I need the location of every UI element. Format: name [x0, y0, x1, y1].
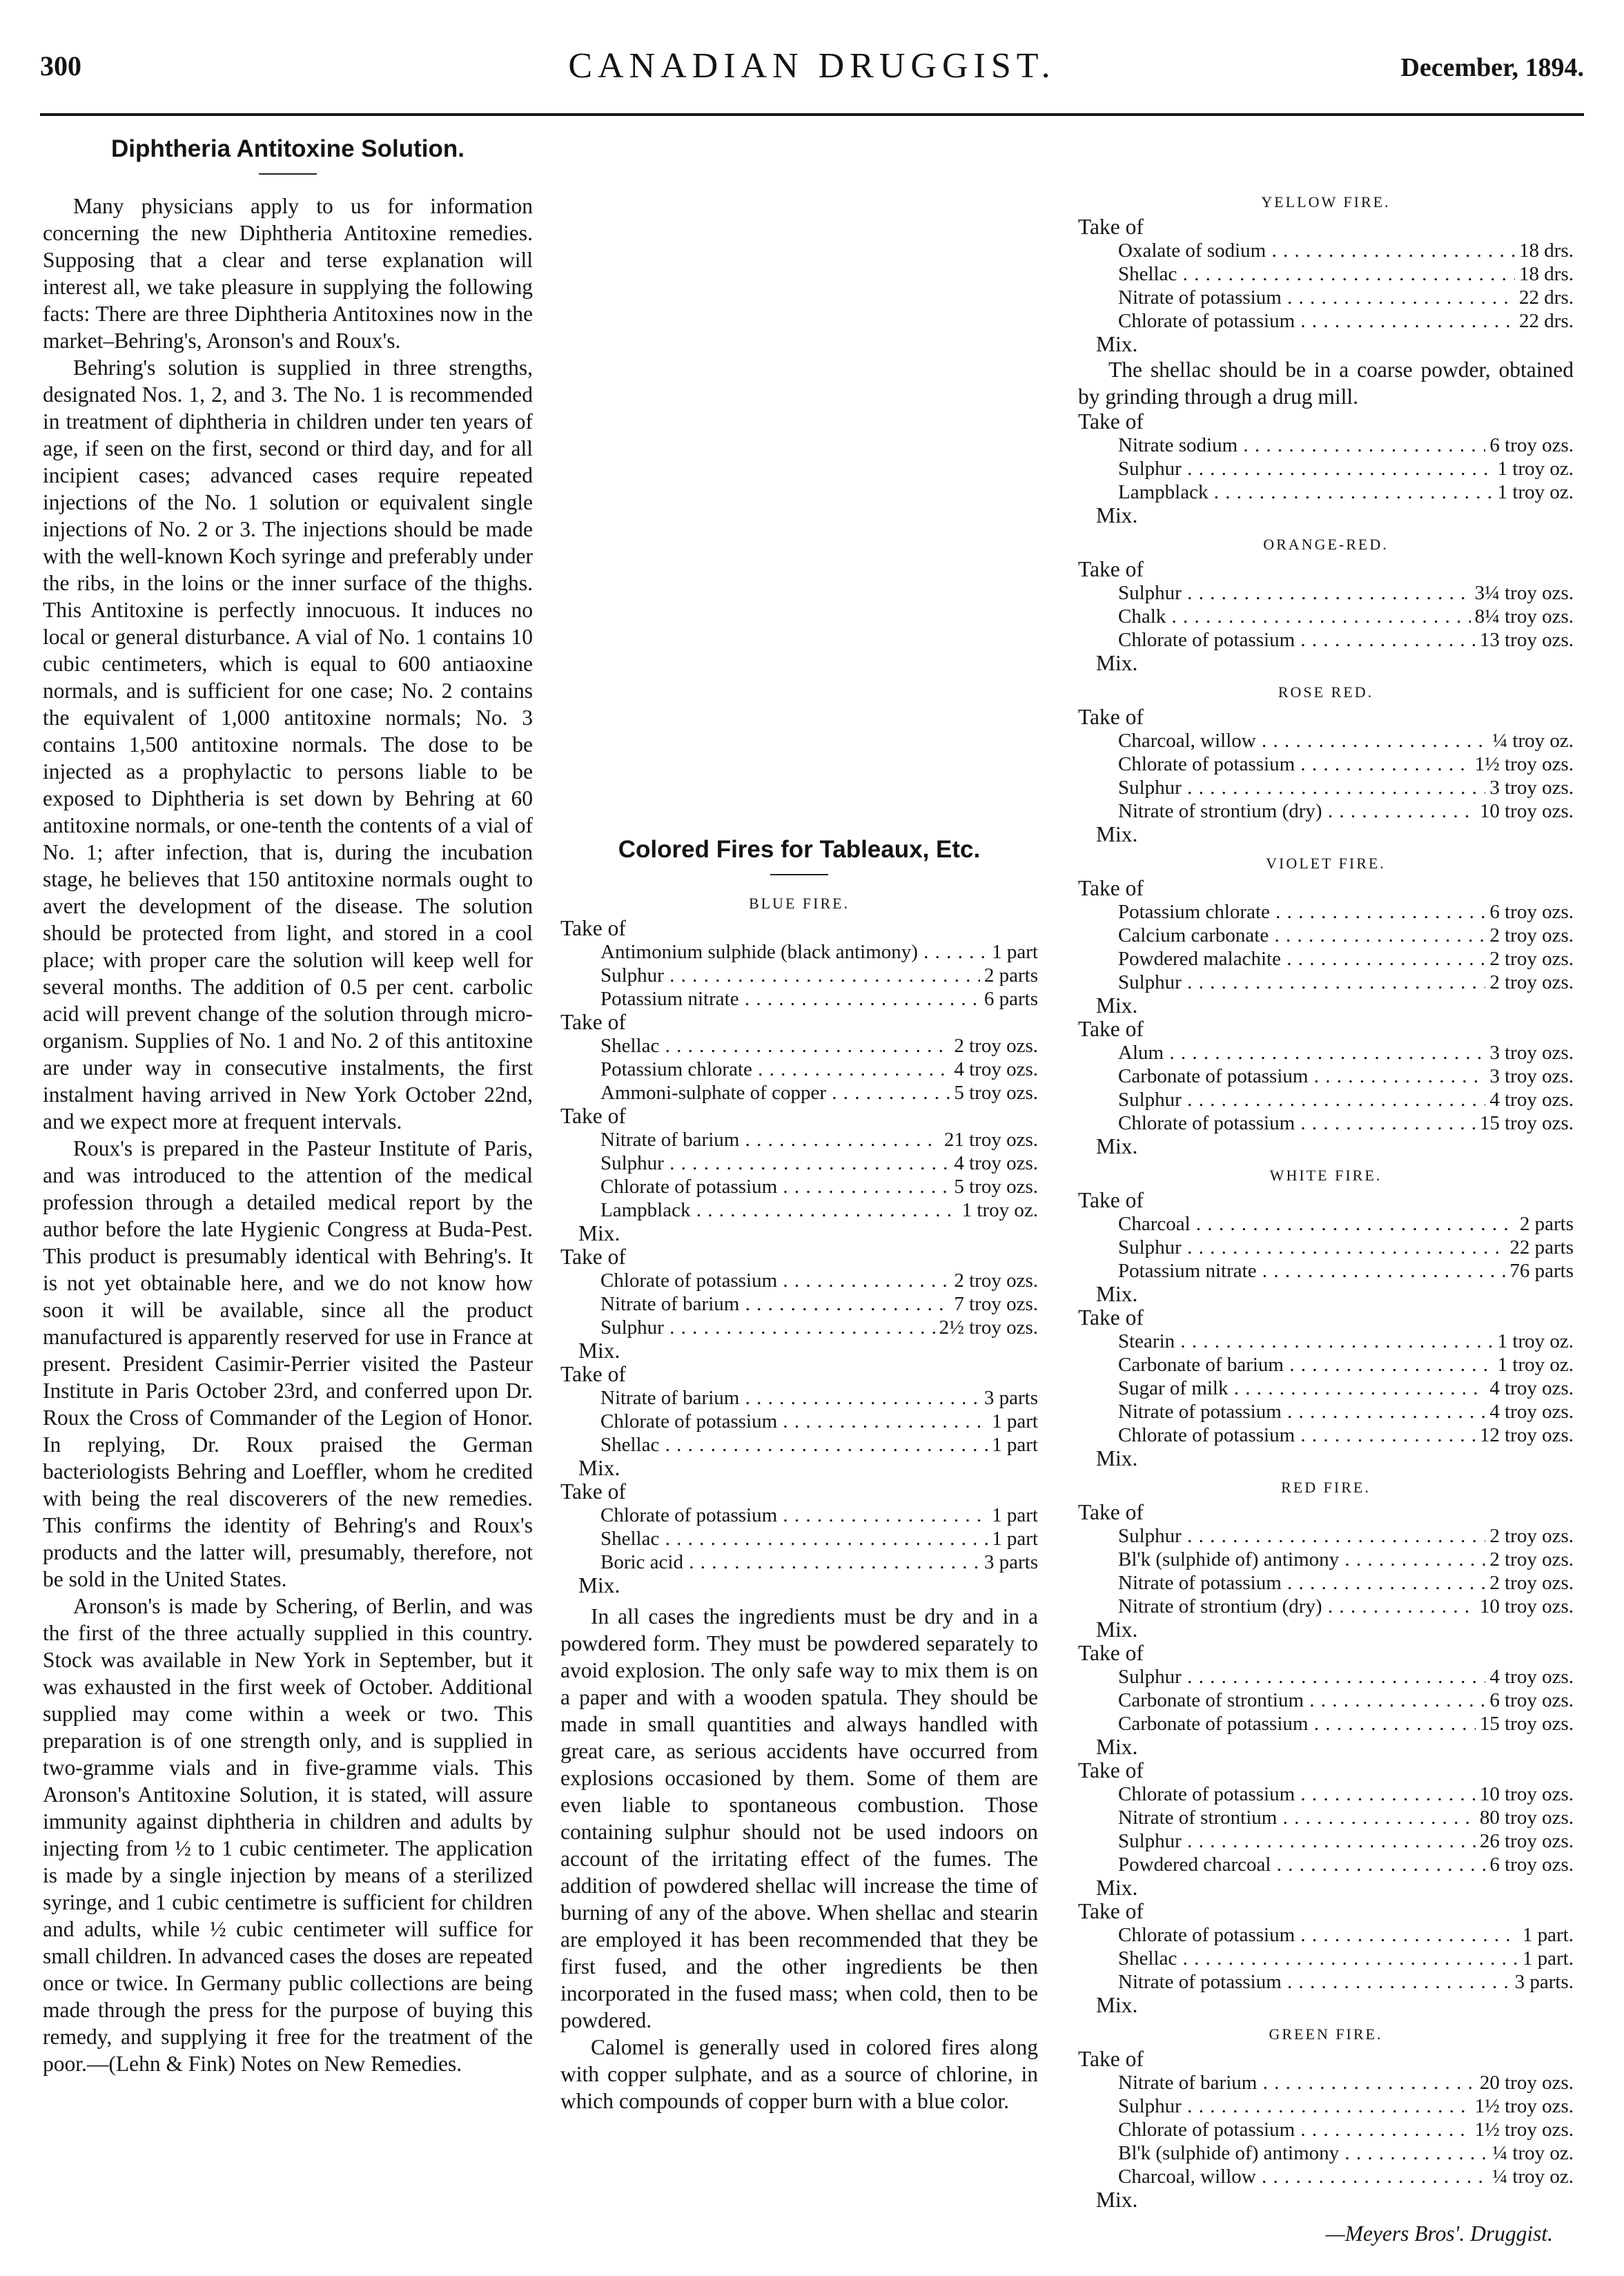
ingredient-row	[1118, 2071, 1574, 2094]
take-of-label: Take of	[1078, 215, 1144, 239]
continued-text-spacer	[560, 131, 1038, 832]
mix-label: Mix.	[1096, 1282, 1138, 1306]
ingredient-name: Chlorate of potassium . . .	[1118, 752, 1471, 776]
heading-rule	[770, 874, 828, 875]
ingredient-quantity: 1½ troy ozs.	[1474, 2095, 1574, 2117]
ingredient-quantity: 6 parts	[984, 988, 1038, 1010]
violet-fire-title: VIOLET FIRE.	[1266, 855, 1386, 872]
ingredient-row	[1118, 1923, 1574, 1947]
ingredient-name: Stearin . . .	[1118, 1330, 1494, 1353]
ingredient-name: Sugar of milk . . .	[1118, 1377, 1485, 1400]
ingredient-row	[600, 940, 1038, 964]
ingredient-quantity: 3 parts.	[1514, 1971, 1574, 1993]
ingredient-name: Nitrate of barium . . .	[600, 1292, 950, 1316]
ingredient-row	[1118, 1353, 1574, 1377]
ingredient-name: Nitrate of potassium . . .	[1118, 1400, 1485, 1423]
ingredient-name: Nitrate of potassium . . .	[1118, 1571, 1485, 1595]
mix-label: Mix.	[578, 1573, 620, 1597]
take-of-label: Take of	[1078, 1899, 1144, 1923]
ingredient-name: Shellac . . .	[600, 1034, 950, 1058]
green-fire-title: GREEN FIRE.	[1269, 2025, 1383, 2043]
take-of-label: Take of	[560, 916, 626, 940]
ingredient-quantity: 76 parts	[1509, 1260, 1574, 1282]
ingredient-quantity: 6 troy ozs.	[1489, 901, 1574, 923]
ingredient-row	[1118, 480, 1574, 504]
ingredient-row	[1118, 2094, 1574, 2118]
ingredient-row	[600, 1034, 1038, 1058]
take-of-label: Take of	[560, 1479, 626, 1504]
diphtheria-paragraph: Roux's is prepared in the Pasteur Institute of Paris, and was introduced to the attention of the medical profession through a detailed medical report by the author before the late Hygienic Congress at Buda-Pest. This product is presumably identical with Behring's. It is not yet obtainable here, and we do not know how soon it will be available, since all the product manufactured is apparently reserved for use in France at present. President Casimir-Perrier visited the Pasteur Institute in Paris October 23rd, and conferred upon Dr. Roux the Cross of Commander of the Legion of Honor. In replying, Dr. Roux praised the German bacteriologists Behring and Loeffler, whom he credited with being the real discoverers of the new remedies. This confirms the identity of Behring's and Roux's products and the latter will, presumably, therefore, not be sold in the United States.	[43, 1136, 533, 1591]
ingredient-quantity: 1 part	[992, 941, 1038, 963]
ingredient-name: Powdered charcoal . . .	[1118, 1853, 1485, 1876]
ingredient-name: Sulphur . . .	[1118, 581, 1471, 605]
ingredient-row	[1118, 1400, 1574, 1423]
ingredient-row	[1118, 262, 1574, 286]
ingredient-row	[1118, 1571, 1574, 1595]
mix-label: Mix.	[1096, 332, 1138, 356]
ingredient-quantity: 80 troy ozs.	[1479, 1807, 1574, 1829]
ingredient-quantity: 3 troy ozs.	[1489, 1065, 1574, 1087]
ingredient-quantity: 2 troy ozs.	[1489, 971, 1574, 993]
mix-label: Mix.	[1096, 1876, 1138, 1900]
heading-rule	[259, 173, 317, 175]
ingredient-row	[1118, 776, 1574, 799]
ingredient-row	[600, 1198, 1038, 1222]
ingredient-name: Chlorate of potassium . . .	[1118, 1923, 1518, 1947]
mix-label: Mix.	[1096, 2188, 1138, 2212]
ingredient-name: Potassium chlorate . . .	[600, 1058, 950, 1081]
ingredient-name: Sulphur . . .	[1118, 1088, 1485, 1111]
ingredient-quantity: 22 drs.	[1519, 310, 1574, 332]
ingredient-quantity: 2 parts	[984, 964, 1038, 986]
ingredient-row	[1118, 1806, 1574, 1829]
take-of-label: Take of	[1078, 1500, 1144, 1524]
mix-label: Mix.	[1096, 1134, 1138, 1158]
ingredient-name: Sulphur . . .	[1118, 1665, 1485, 1689]
ingredient-name: Charcoal . . .	[1118, 1212, 1516, 1236]
take-of-label: Take of	[1078, 557, 1144, 581]
ingredient-row	[1118, 799, 1574, 823]
mix-label: Mix.	[1096, 1993, 1138, 2017]
ingredient-quantity: 18 drs.	[1519, 240, 1574, 262]
ingredient-name: Alum . . .	[1118, 1041, 1485, 1064]
diphtheria-paragraph: Many physicians apply to us for information concerning the new Diphtheria Antitoxine remedies. Supposing that a clear and terse explanation will interest all, we take pleasure in supplying the following facts: There are three Diphtheria Antitoxines now in the market–Behring's, Aronson's and Roux's.	[43, 194, 533, 353]
ingredient-row	[600, 1527, 1038, 1550]
ingredient-name: Chlorate of potassium . . .	[1118, 309, 1515, 333]
ingredient-quantity: 1 troy oz.	[1497, 1354, 1574, 1376]
ingredient-name: Nitrate of strontium (dry) . . .	[1118, 799, 1476, 823]
ingredient-quantity: 15 troy ozs.	[1479, 1112, 1574, 1134]
ingredient-name: Lampblack . . .	[600, 1198, 958, 1222]
ingredient-name: Carbonate of potassium . . .	[1118, 1064, 1485, 1088]
ingredient-name: Chlorate of potassium . . .	[1118, 628, 1476, 652]
ingredient-row	[1118, 434, 1574, 457]
fires-paragraph: In all cases the ingredients must be dry and in a powdered form. They must be powdered separately to avoid explosion. The only safe way to mix them is on a paper and with a wooden spatula. They should be made in small quantities and always handled with great care, as serious accidents have occurred from explosions occasioned by them. Some of them are even liable to spontaneous combustion. Those containing sulphur should not be used indoors on account of the irritating effect of the fumes. The addition of powdered shellac will increase the time of burning of any of the above. When shellac and stearin are employed it has been recommended that they be first fused, and the other ingredients be then incorporated in the fused mass; when cold, then to be powdered.	[560, 1604, 1038, 2032]
white-fire-title: WHITE FIRE.	[1269, 1167, 1382, 1184]
ingredient-quantity: 1 part	[992, 1410, 1038, 1432]
ingredient-row	[600, 1292, 1038, 1316]
continued-text-spacer	[1078, 131, 1574, 185]
ingredient-name: Chlorate of potassium . . .	[1118, 1423, 1476, 1447]
ingredient-row	[1118, 457, 1574, 480]
ingredient-quantity: 4 troy ozs.	[1489, 1089, 1574, 1111]
ingredient-name: Nitrate of strontium (dry) . . .	[1118, 1595, 1476, 1618]
ingredient-name: Nitrate of barium . . .	[600, 1386, 980, 1410]
ingredient-quantity: 4 troy ozs.	[954, 1058, 1038, 1080]
ingredient-row	[1118, 1782, 1574, 1806]
ingredient-quantity: 2 troy ozs.	[1489, 1525, 1574, 1547]
ingredient-quantity: 1 troy oz.	[961, 1199, 1038, 1221]
ingredient-quantity: 4 troy ozs.	[1489, 1377, 1574, 1399]
ingredient-quantity: 1 part	[992, 1434, 1038, 1456]
ingredient-quantity: 2 troy ozs.	[1489, 1572, 1574, 1594]
ingredient-row	[1118, 1829, 1574, 1853]
ingredient-quantity: 1 troy oz.	[1497, 458, 1574, 480]
ingredient-row	[1118, 1041, 1574, 1064]
ingredient-name: Shellac . . .	[1118, 1947, 1518, 1970]
ingredient-quantity: 3 parts	[984, 1387, 1038, 1409]
ingredient-quantity: 1 part	[992, 1528, 1038, 1550]
ingredient-name: Sulphur . . .	[600, 964, 980, 987]
column-3	[1078, 131, 1574, 2247]
ingredient-quantity: 1 part.	[1522, 1924, 1574, 1946]
ingredient-row	[600, 1550, 1038, 1574]
ingredient-row	[1118, 1548, 1574, 1571]
ingredient-name: Sulphur . . .	[1118, 776, 1485, 799]
column-2	[560, 131, 1038, 2114]
take-of-label: Take of	[1078, 876, 1144, 900]
mix-label: Mix.	[1096, 503, 1138, 527]
ingredient-name: Nitrate of strontium . . .	[1118, 1806, 1476, 1829]
ingredient-quantity: ¼ troy oz.	[1492, 730, 1574, 752]
ingredient-row	[1118, 947, 1574, 971]
ingredient-quantity: 2 troy ozs.	[954, 1035, 1038, 1057]
ingredient-quantity: 3 troy ozs.	[1489, 1042, 1574, 1064]
ingredient-row	[600, 1058, 1038, 1081]
ingredient-name: Sulphur . . .	[1118, 971, 1485, 994]
ingredient-quantity: ¼ troy oz.	[1492, 2142, 1574, 2164]
ingredient-quantity: 4 troy ozs.	[1489, 1401, 1574, 1423]
white-fire-recipes	[1078, 1189, 1574, 1470]
ingredient-quantity: 6 troy ozs.	[1489, 1854, 1574, 1876]
mix-label: Mix.	[1096, 1446, 1138, 1470]
take-of-label: Take of	[1078, 409, 1144, 434]
ingredient-name: Calcium carbonate . . .	[1118, 924, 1485, 947]
mix-label: Mix.	[578, 1456, 620, 1480]
ingredient-quantity: 10 troy ozs.	[1479, 800, 1574, 822]
ingredient-name: Chlorate of potassium . . .	[600, 1175, 950, 1198]
ingredient-quantity: 6 troy ozs.	[1489, 1689, 1574, 1711]
ingredient-row	[1118, 1712, 1574, 1735]
ingredient-quantity: 6 troy ozs.	[1489, 434, 1574, 456]
ingredient-row	[1118, 581, 1574, 605]
ingredient-row	[600, 1269, 1038, 1292]
ingredient-quantity: 3¼ troy ozs.	[1474, 582, 1574, 604]
rose-red-title: ROSE RED.	[1278, 683, 1374, 701]
take-of-label: Take of	[1078, 1188, 1144, 1212]
ingredient-name: Nitrate of barium . . .	[600, 1128, 940, 1151]
ingredient-name: Potassium nitrate . . .	[600, 987, 980, 1011]
ingredient-row	[1118, 1947, 1574, 1970]
ingredient-name: Bl'k (sulphide of) antimony . . .	[1118, 1548, 1485, 1571]
ingredient-row	[1118, 1212, 1574, 1236]
ingredient-quantity: 3 parts	[984, 1551, 1038, 1573]
ingredient-row	[1118, 309, 1574, 333]
ingredient-quantity: 22 parts	[1509, 1236, 1574, 1258]
ingredient-row	[600, 1386, 1038, 1410]
ingredient-name: Nitrate of potassium . . .	[1118, 286, 1515, 309]
ingredient-name: Powdered malachite . . .	[1118, 947, 1485, 971]
ingredient-quantity: 2½ troy ozs.	[939, 1316, 1038, 1339]
ingredient-row	[1118, 605, 1574, 628]
violet-fire-recipes	[1078, 877, 1574, 1158]
ingredient-quantity: 10 troy ozs.	[1479, 1595, 1574, 1617]
ingredient-quantity: 21 troy ozs.	[943, 1129, 1038, 1151]
ingredient-name: Carbonate of strontium . . .	[1118, 1689, 1485, 1712]
ingredient-name: Chlorate of potassium . . .	[600, 1269, 950, 1292]
ingredient-name: Chalk . . .	[1118, 605, 1471, 628]
ingredient-quantity: 12 troy ozs.	[1479, 1424, 1574, 1446]
ingredient-row	[600, 987, 1038, 1011]
ingredient-name: Chlorate of potassium . . .	[600, 1504, 988, 1527]
ingredient-name: Carbonate of potassium . . .	[1118, 1712, 1476, 1735]
ingredient-quantity: 2 troy ozs.	[1489, 924, 1574, 946]
ingredient-name: Charcoal, willow . . .	[1118, 2165, 1488, 2188]
ingredient-row	[1118, 1064, 1574, 1088]
take-of-label: Take of	[560, 1104, 626, 1128]
ingredient-name: Nitrate of barium . . .	[1118, 2071, 1476, 2094]
ingredient-quantity: 20 troy ozs.	[1479, 2072, 1574, 2094]
ingredient-quantity: 10 troy ozs.	[1479, 1783, 1574, 1805]
ingredient-quantity: 7 troy ozs.	[954, 1293, 1038, 1315]
ingredient-row	[600, 1151, 1038, 1175]
yellow-fire-note: The shellac should be in a coarse powder, obtained by grinding through a drug mill.	[1078, 358, 1574, 409]
ingredient-row	[1118, 2118, 1574, 2141]
ingredient-row	[600, 1175, 1038, 1198]
ingredient-row	[1118, 1236, 1574, 1259]
diphtheria-paragraph: Aronson's is made by Schering, of Berlin, and was the first of the three actually supplied in this country. Stock was available in New York in September, but it was exhausted in the first week of October. Additional supplied may come within a week or two. This preparation is of one strength only, and is supplied in two-gramme vials and in five-gramme vials. This Aronson's Antitoxine Solution, it is stated, will assure immunity against diphtheria in children and adults by injecting from ½ to 1 cubic centimeter. The application is made by a single injection by means of a sterilized syringe, and 1 cubic centimetre is sufficient for children and adults, while ½ cubic centimeter will suffice for small children. In advanced cases the doses are repeated once or twice. In Germany public collections are being made through the press for the purpose of buying this remedy, and supplying it free for the treatment of the poor.—(Lehn & Fink) Notes on New Remedies.	[43, 1594, 533, 2076]
ingredient-name: Nitrate sodium . . .	[1118, 434, 1485, 457]
page-number: 300	[40, 50, 81, 81]
ingredient-name: Sulphur . . .	[1118, 1829, 1476, 1853]
ingredient-quantity: 4 troy ozs.	[1489, 1666, 1574, 1688]
mix-label: Mix.	[578, 1339, 620, 1363]
ingredient-quantity: 1½ troy ozs.	[1474, 753, 1574, 775]
ingredient-row	[600, 1504, 1038, 1527]
ingredient-name: Chlorate of potassium . . .	[600, 1410, 988, 1433]
diphtheria-paragraph: Behring's solution is supplied in three strengths, designated Nos. 1, 2, and 3. The No. 1 is recommended in treatment of diphtheria in children under ten years of age, if seen on the first, second or third day, and for all incipient cases; advanced cases require repeated injections of the No. 1 solution or equivalent single injections of No. 2 or 3. The injections should be made with the well-known Koch syringe and preferably under the ribs, in the loins or the inner surface of the thighs. This Antitoxine is perfectly innocuous. It induces no local or general disturbance. A vial of No. 1 contains 10 cubic centimeters, which is equal to 600 antiaoxine normals, and is sufficient for one case; No. 2 contains the equivalent of 1,000 antitoxine normals; No. 3 contains 1,500 antitoxine normals. The dose to be injected as a prophylactic to persons liable to be exposed to Diphtheria is set down by Behring at 60 antitoxine normals, or one-tenth the contents of a vial of No. 1; after infection, that is, during the incubation stage, he believes that 150 antitoxine normals ought to avert the development of the disease. The solution should be protected from light, and stored in a cool place; with proper care the solution will keep well for several months. The addition of 0.5 per cent. carbolic acid will prevent change of the solution through micro-organism. Supplies of No. 1 and No. 2 of this antitoxine are under way in consecutive instalments, the first instalment having arrived in New York October 22nd, and we expect more at frequent intervals.	[43, 356, 533, 1134]
mix-label: Mix.	[1096, 1617, 1138, 1642]
ingredient-row	[1118, 1853, 1574, 1876]
ingredient-name: Chlorate of potassium . . .	[1118, 1782, 1476, 1806]
take-of-label: Take of	[560, 1010, 626, 1034]
ingredient-name: Sulphur . . .	[1118, 1524, 1485, 1548]
take-of-label: Take of	[560, 1362, 626, 1386]
ingredient-name: Carbonate of barium . . .	[1118, 1353, 1494, 1377]
ingredient-name: Oxalate of sodium . . .	[1118, 239, 1515, 262]
yellow-fire-recipe	[1078, 215, 1574, 356]
journal-title: CANADIAN DRUGGIST.	[568, 46, 1056, 86]
ingredient-quantity: 2 troy ozs.	[1489, 948, 1574, 970]
ingredient-quantity: 22 drs.	[1519, 286, 1574, 309]
ingredient-name: Sulphur . . .	[600, 1151, 950, 1175]
orange-red-recipes	[1078, 558, 1574, 675]
ingredient-row	[600, 1433, 1038, 1457]
ingredient-name: Potassium chlorate . . .	[1118, 900, 1485, 924]
ingredient-row	[1118, 1088, 1574, 1111]
ingredient-row	[1118, 1524, 1574, 1548]
ingredient-row	[600, 964, 1038, 987]
ingredient-row	[1118, 286, 1574, 309]
page-header	[40, 46, 1584, 116]
ingredient-row	[1118, 628, 1574, 652]
ingredient-row	[1118, 900, 1574, 924]
ingredient-quantity: 2 parts	[1519, 1213, 1574, 1235]
ingredient-row	[1118, 1111, 1574, 1135]
mix-label: Mix.	[578, 1221, 620, 1245]
ingredient-quantity: 1 part	[992, 1504, 1038, 1526]
ingredient-row	[1118, 2141, 1574, 2165]
blue-fire-title: BLUE FIRE.	[748, 895, 850, 912]
ingredient-name: Ammoni-sulphate of copper . . .	[600, 1081, 950, 1105]
ingredient-quantity: 2 troy ozs.	[1489, 1548, 1574, 1570]
ingredient-row	[1118, 971, 1574, 994]
green-fire-recipes	[1078, 2048, 1574, 2212]
ingredient-row	[600, 1128, 1038, 1151]
orange-red-title: ORANGE-RED.	[1263, 536, 1389, 553]
ingredient-quantity: 1 troy oz.	[1497, 481, 1574, 503]
ingredient-quantity: 2 troy ozs.	[954, 1270, 1038, 1292]
ingredient-row	[1118, 1689, 1574, 1712]
rose-red-recipes	[1078, 706, 1574, 846]
ingredient-row	[1118, 1665, 1574, 1689]
yellow-fire-recipe	[1078, 410, 1574, 527]
ingredient-row	[600, 1410, 1038, 1433]
ingredient-quantity: 4 troy ozs.	[954, 1152, 1038, 1174]
take-of-label: Take of	[1078, 1305, 1144, 1330]
ingredient-quantity: 18 drs.	[1519, 263, 1574, 285]
ingredient-row	[1118, 239, 1574, 262]
ingredient-quantity: 1½ troy ozs.	[1474, 2119, 1574, 2141]
ingredient-name: Antimonium sulphide (black antimony) . . .	[600, 940, 988, 964]
yellow-fire-title: YELLOW FIRE.	[1261, 193, 1391, 211]
ingredient-row	[1118, 1377, 1574, 1400]
ingredient-row	[1118, 924, 1574, 947]
diphtheria-heading: Diphtheria Antitoxine Solution.	[110, 135, 464, 162]
ingredient-row	[1118, 1330, 1574, 1353]
ingredient-row	[1118, 1259, 1574, 1283]
ingredient-name: Nitrate of potassium . . .	[1118, 1970, 1511, 1994]
ingredient-quantity: 3 troy ozs.	[1489, 777, 1574, 799]
column-1	[43, 131, 533, 2077]
ingredient-name: Shellac . . .	[1118, 262, 1515, 286]
ingredient-name: Chlorate of potassium . . .	[1118, 2118, 1471, 2141]
ingredient-row	[600, 1316, 1038, 1339]
ingredient-row	[1118, 729, 1574, 752]
ingredient-row	[600, 1081, 1038, 1105]
ingredient-row	[1118, 752, 1574, 776]
ingredient-quantity: 5 troy ozs.	[954, 1176, 1038, 1198]
ingredient-row	[1118, 1595, 1574, 1618]
ingredient-name: Shellac . . .	[600, 1433, 988, 1457]
ingredient-row	[1118, 2165, 1574, 2188]
colored-fires-heading: Colored Fires for Tableaux, Etc.	[618, 836, 981, 863]
take-of-label: Take of	[1078, 1641, 1144, 1665]
mix-label: Mix.	[1096, 993, 1138, 1018]
ingredient-name: Sulphur . . .	[1118, 1236, 1505, 1259]
fires-paragraph: Calomel is generally used in colored fires along with copper sulphate, and as a source of chlorine, in which compounds of copper burn with a blue color.	[560, 2035, 1038, 2113]
ingredient-name: Chlorate of potassium . . .	[1118, 1111, 1476, 1135]
ingredient-quantity: ¼ troy oz.	[1492, 2166, 1574, 2188]
ingredient-quantity: 8¼ troy ozs.	[1474, 605, 1574, 628]
ingredient-quantity: 1 troy oz.	[1497, 1330, 1574, 1352]
mix-label: Mix.	[1096, 1735, 1138, 1759]
issue-date: December, 1894.	[1400, 53, 1584, 82]
take-of-label: Take of	[1078, 1758, 1144, 1782]
source-signature: —Meyers Bros'. Druggist.	[1325, 2221, 1553, 2246]
take-of-label: Take of	[1078, 1017, 1144, 1041]
mix-label: Mix.	[1096, 822, 1138, 846]
ingredient-row	[1118, 1423, 1574, 1447]
ingredient-quantity: 15 troy ozs.	[1479, 1713, 1574, 1735]
ingredient-quantity: 5 troy ozs.	[954, 1082, 1038, 1104]
ingredient-name: Sulphur . . .	[600, 1316, 935, 1339]
ingredient-quantity: 1 part.	[1522, 1947, 1574, 1969]
take-of-label: Take of	[1078, 2047, 1144, 2071]
ingredient-name: Sulphur . . .	[1118, 457, 1494, 480]
red-fire-title: RED FIRE.	[1281, 1479, 1371, 1496]
ingredient-row	[1118, 1970, 1574, 1994]
mix-label: Mix.	[1096, 651, 1138, 675]
blue-fire-recipes	[560, 917, 1038, 1597]
ingredient-name: Sulphur . . .	[1118, 2094, 1471, 2118]
ingredient-quantity: 13 troy ozs.	[1479, 629, 1574, 651]
ingredient-name: Charcoal, willow . . .	[1118, 729, 1488, 752]
ingredient-name: Bl'k (sulphide of) antimony . . .	[1118, 2141, 1488, 2165]
ingredient-name: Lampblack . . .	[1118, 480, 1494, 504]
ingredient-name: Boric acid . . .	[600, 1550, 980, 1574]
ingredient-name: Shellac . . .	[600, 1527, 988, 1550]
red-fire-recipes	[1078, 1501, 1574, 2017]
take-of-label: Take of	[560, 1245, 626, 1269]
ingredient-name: Potassium nitrate . . .	[1118, 1259, 1505, 1283]
take-of-label: Take of	[1078, 705, 1144, 729]
ingredient-quantity: 26 troy ozs.	[1479, 1830, 1574, 1852]
